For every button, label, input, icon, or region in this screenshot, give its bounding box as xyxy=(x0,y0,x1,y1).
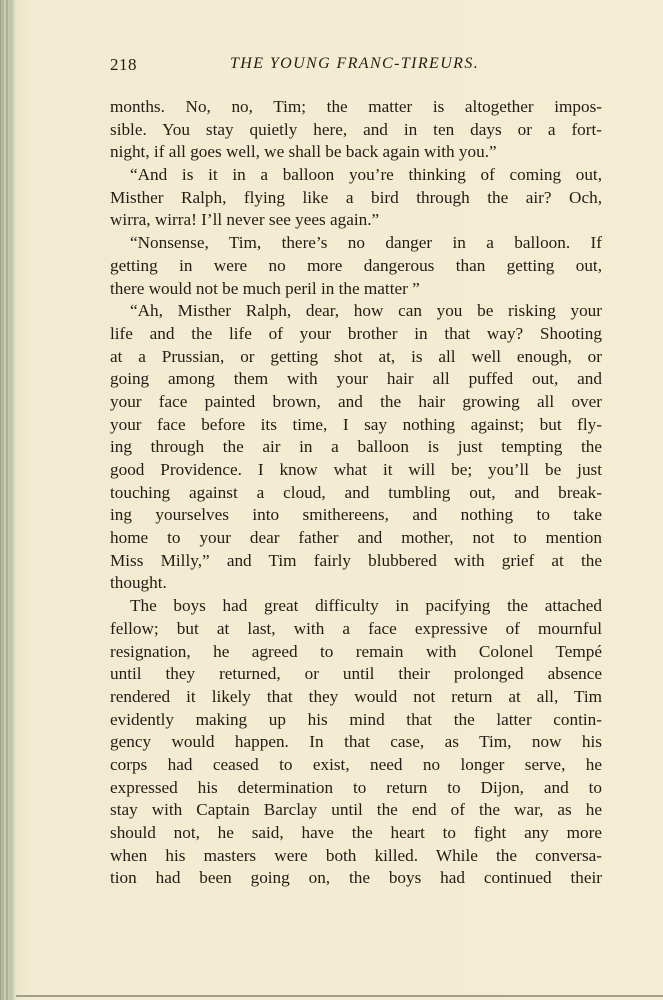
body-text xyxy=(110,96,602,890)
text-line: rendered it likely that they would not return at all, Tim xyxy=(110,686,602,706)
text-line: going among them with your hair all puffed out, and xyxy=(110,369,602,389)
binding-shadow xyxy=(11,0,16,1000)
text-line: gency would happen. In that case, as Tim, now his xyxy=(110,732,602,752)
text-line: life and the life of your brother in that way? Shooting xyxy=(110,323,602,343)
bottom-edge-line xyxy=(16,995,663,997)
text-line: Miss Milly,” and Tim fairly blubbered with grief at the xyxy=(110,550,602,570)
text-line: corps had ceased to exist, need no longer serve, he xyxy=(110,754,602,774)
text-line: The boys had great difficulty in pacifying the attached xyxy=(130,596,602,616)
text-line: your face before its time, I say nothing against; but fly- xyxy=(110,414,602,434)
text-line: night, if all goes well, we shall be back again with you.” xyxy=(110,142,497,162)
text-line: at a Prussian, or getting shot at, is all well enough, or xyxy=(110,346,602,366)
text-line: Misther Ralph, flying like a bird through the air? Och, xyxy=(110,187,602,207)
text-line: expressed his determination to return to Dijon, and to xyxy=(110,777,602,797)
text-line: “And is it in a balloon you’re thinking of coming out, xyxy=(130,165,602,185)
text-line: there would not be much peril in the matter ” xyxy=(110,278,420,298)
text-line: “Ah, Misther Ralph, dear, how can you be risking your xyxy=(130,301,602,321)
text-line: good Providence. I know what it will be; you’ll be just xyxy=(110,460,602,479)
text-line: until they returned, or until their prolonged absence xyxy=(110,664,602,684)
text-line: evidently making up his mind that the latter contin- xyxy=(110,709,602,729)
text-line: your face painted brown, and the hair growing all over xyxy=(110,391,602,411)
text-line: tion had been going on, the boys had continued their xyxy=(110,868,602,888)
text-line: resignation, he agreed to remain with Colonel Tempé xyxy=(110,641,602,661)
text-line: ing yourselves into smithereens, and nothing to take xyxy=(110,505,602,525)
text-line: home to your dear father and mother, not to mention xyxy=(110,528,602,548)
page-number: 218 xyxy=(110,55,137,74)
text-line: sible. You stay quietly here, and in ten days or a fort- xyxy=(110,119,602,139)
text-line: wirra, wirra! I’ll never see yees again.” xyxy=(110,210,380,230)
page-header xyxy=(110,55,602,83)
text-line: “Nonsense, Tim, there’s no danger in a balloon. If xyxy=(130,233,602,253)
running-title: THE YOUNG FRANC-TIREURS. xyxy=(230,55,480,72)
text-line: fellow; but at last, with a face expressive of mournful xyxy=(110,618,602,638)
text-line: touching against a cloud, and tumbling out, and break- xyxy=(110,482,602,502)
text-line: ing through the air in a balloon is just tempting the xyxy=(110,437,602,457)
text-line: should not, he said, have the heart to fight any more xyxy=(110,823,602,842)
text-line: thought. xyxy=(110,573,167,593)
text-line: months. No, no, Tim; the matter is altogether impos- xyxy=(110,97,602,116)
text-line: when his masters were both killed. While the conversa- xyxy=(110,845,602,865)
book-binding-edge xyxy=(0,0,11,1000)
text-line: stay with Captain Barclay until the end of the war, as he xyxy=(110,800,602,820)
text-line: getting in were no more dangerous than getting out, xyxy=(110,255,602,275)
